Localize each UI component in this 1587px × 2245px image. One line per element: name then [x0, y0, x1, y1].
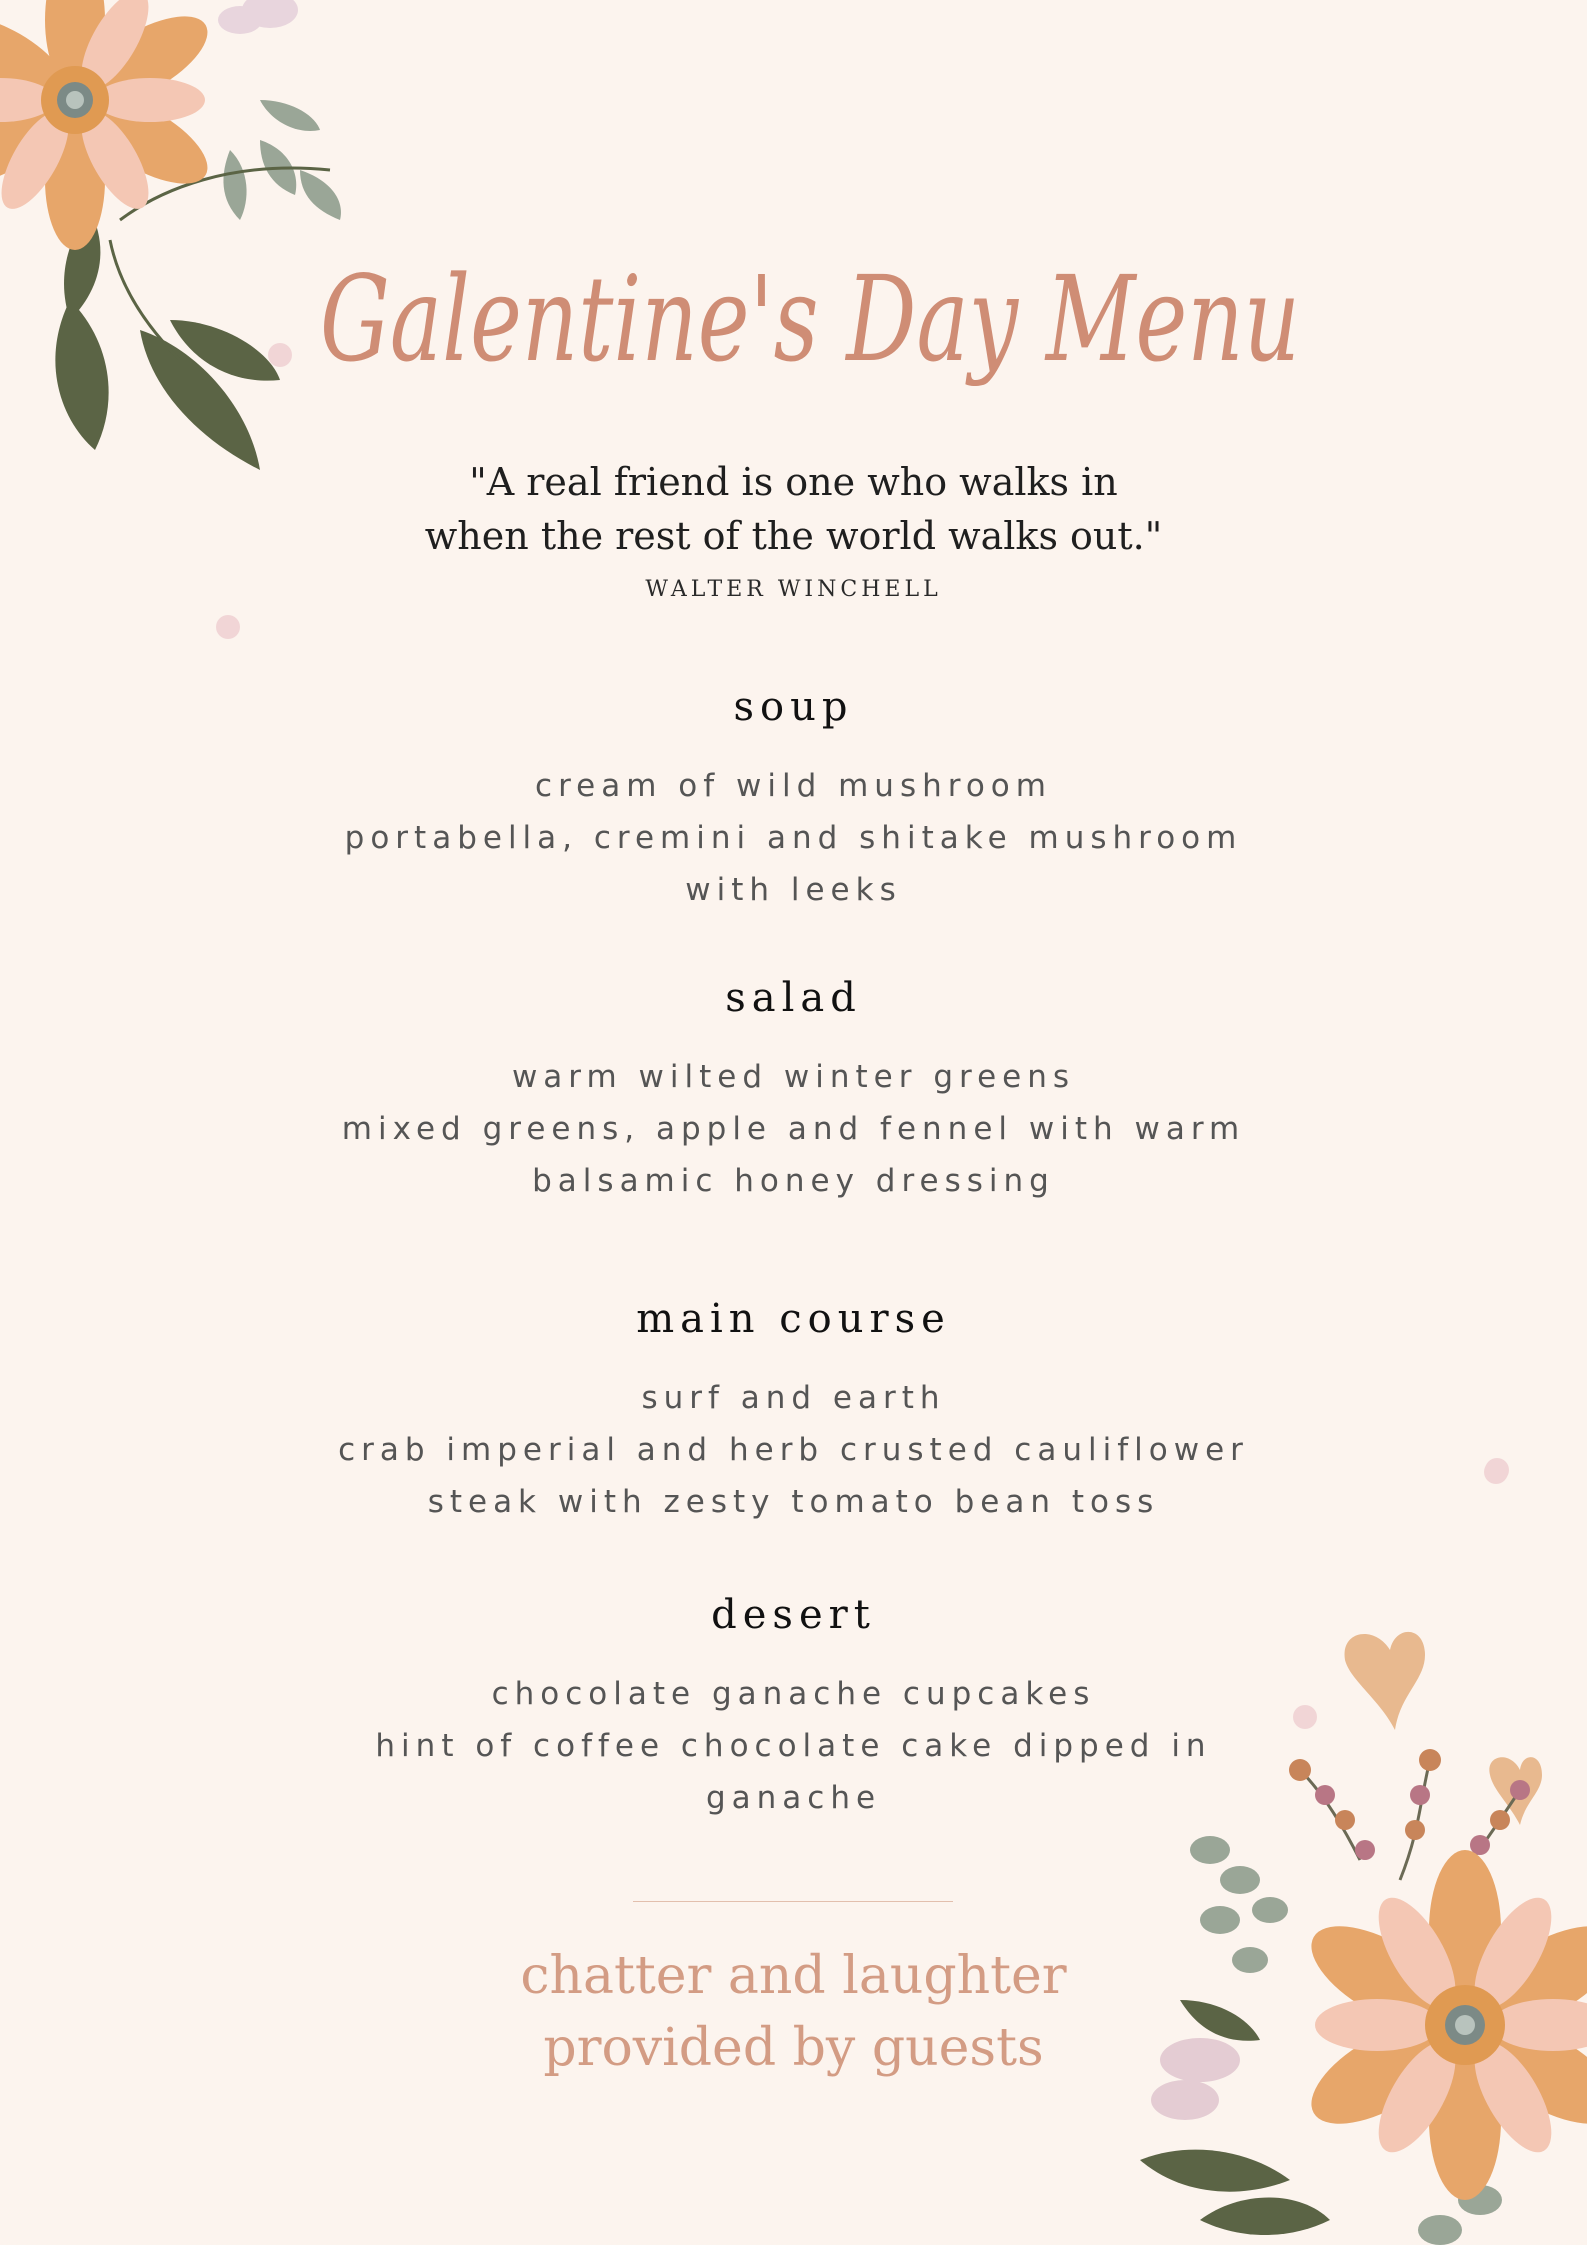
- menu-item: surf and earth: [641, 1380, 946, 1416]
- quote-block: [0, 455, 1587, 602]
- flower-bouquet-bottom-right-icon: [1100, 1580, 1587, 2245]
- menu-item: portabella, cremini and shitake mushroom: [344, 820, 1243, 856]
- footer-line-2: provided by guests: [543, 2018, 1044, 2078]
- section-heading: main course: [636, 1296, 951, 1342]
- decorative-dot: [1484, 1460, 1508, 1484]
- section-heading: salad: [725, 975, 862, 1021]
- menu-item: mixed greens, apple and fennel with warm: [341, 1111, 1246, 1147]
- menu-item: steak with zesty tomato bean toss: [427, 1484, 1160, 1520]
- menu-item: warm wilted winter greens: [511, 1059, 1076, 1095]
- footer-line-1: chatter and laughter: [520, 1946, 1067, 2006]
- menu-title-text: Galentine's Day Menu: [320, 250, 1300, 388]
- menu-item: hint of coffee chocolate cake dipped in: [375, 1728, 1212, 1764]
- menu-item: ganache: [705, 1780, 882, 1816]
- menu-item: balsamic honey dressing: [532, 1163, 1055, 1199]
- quote-author: WALTER WINCHELL: [645, 577, 942, 602]
- footer-divider: [633, 1901, 953, 1902]
- menu-title: [290, 190, 1330, 440]
- quote-line-1: "A real friend is one who walks in: [469, 460, 1118, 504]
- section-heading: desert: [711, 1592, 876, 1638]
- menu-item: crab imperial and herb crusted cauliflower: [338, 1432, 1249, 1468]
- section-heading: soup: [733, 684, 854, 730]
- heart-icon: [1345, 1632, 1425, 1730]
- menu-item: with leeks: [685, 872, 902, 908]
- menu-section-salad: [0, 975, 1587, 1207]
- menu-section-main-course: [0, 1296, 1587, 1528]
- menu-item: cream of wild mushroom: [535, 768, 1052, 804]
- quote-line-2: when the rest of the world walks out.": [424, 514, 1163, 558]
- menu-item: chocolate ganache cupcakes: [491, 1676, 1096, 1712]
- menu-section-soup: [0, 684, 1587, 916]
